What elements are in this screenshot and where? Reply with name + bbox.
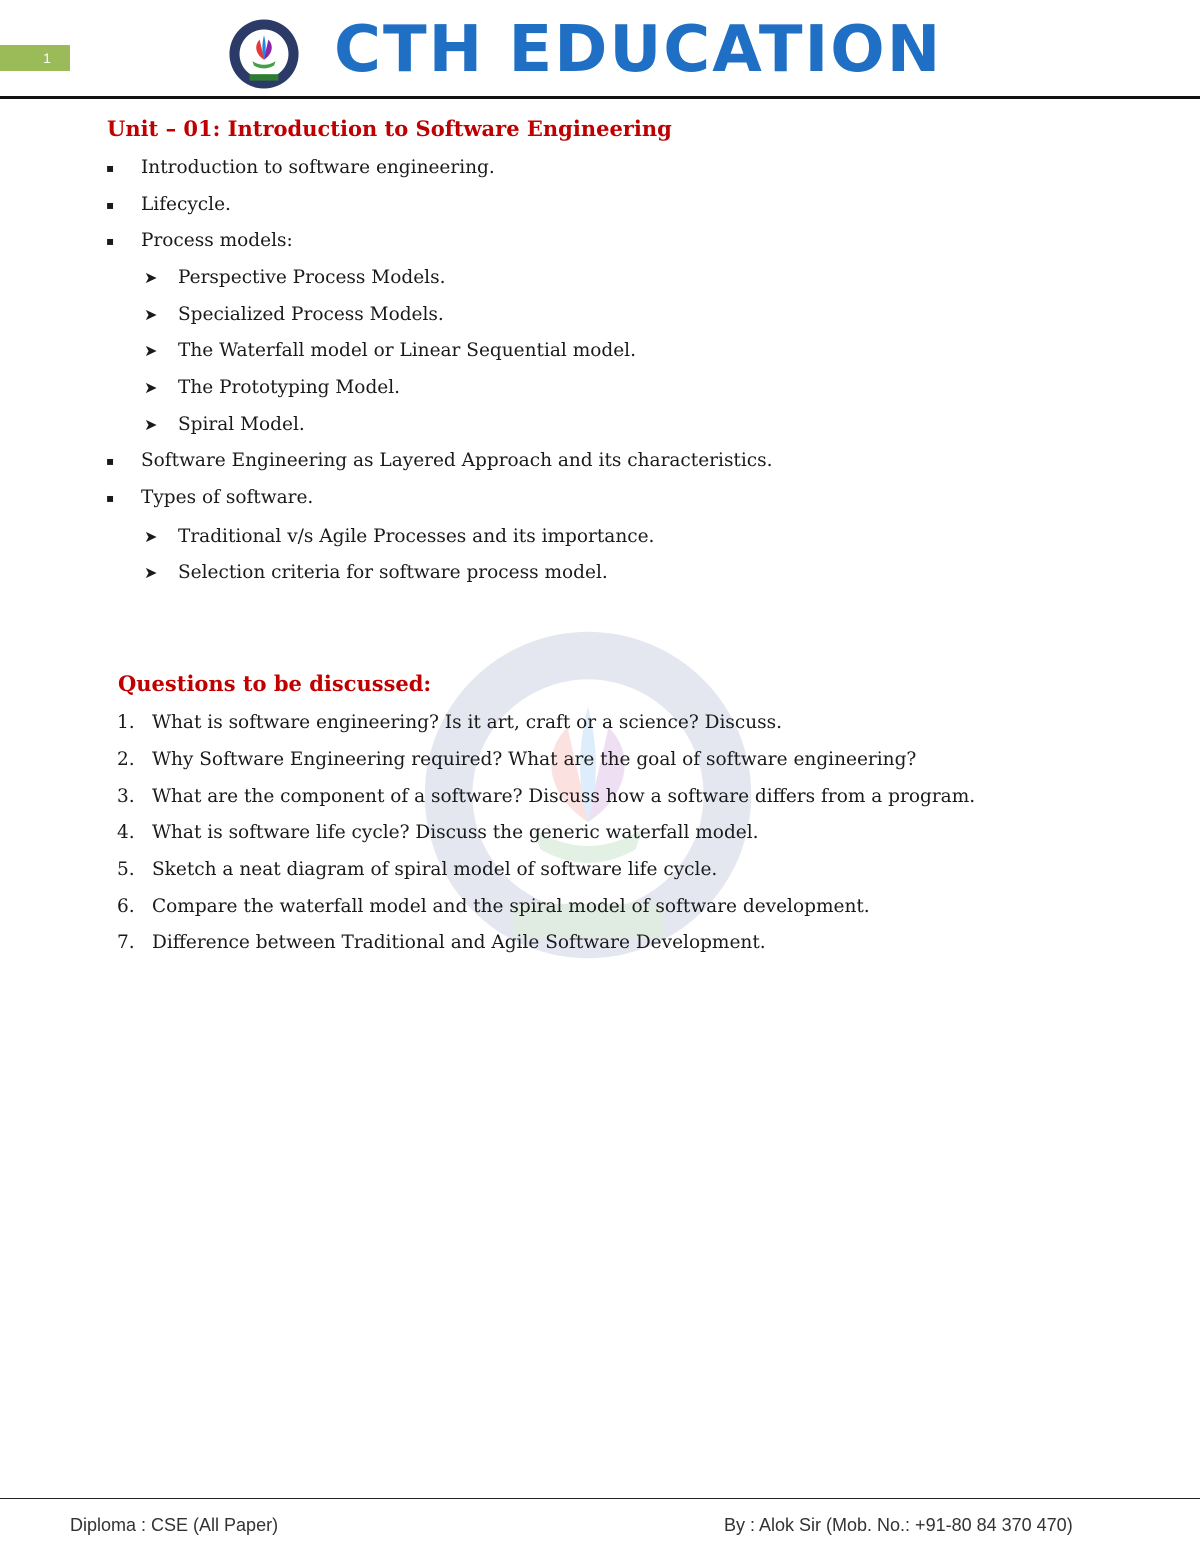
unit-list-item: Spiral Model.: [178, 414, 305, 435]
questions-title: Questions to be discussed:: [118, 671, 432, 696]
unit-list-item: Specialized Process Models.: [178, 304, 444, 325]
unit-list-item: Traditional v/s Agile Processes and its importance.: [178, 526, 655, 547]
arrow-bullet-icon: ➤: [144, 268, 158, 287]
question-text: What is software engineering? Is it art, craft or a science? Discuss.: [152, 712, 783, 733]
question-number: 5.: [117, 859, 135, 880]
question-number: 2.: [117, 749, 135, 770]
unit-list-item: Introduction to software engineering.: [141, 157, 495, 178]
question-number: 1.: [117, 712, 135, 733]
footer-divider: [0, 1498, 1200, 1499]
cth-logo-icon: [228, 18, 300, 90]
footer-course: Diploma : CSE (All Paper): [70, 1515, 279, 1535]
square-bullet-icon: ▪: [106, 491, 115, 505]
unit-list-item: Selection criteria for software process model.: [178, 562, 608, 583]
unit-title: Unit – 01: Introduction to Software Engineering: [107, 116, 672, 141]
question-number: 4.: [117, 822, 135, 843]
question-text: Difference between Traditional and Agile Software Development.: [152, 932, 766, 953]
question-text: What is software life cycle? Discuss the generic waterfall model.: [152, 822, 759, 843]
arrow-bullet-icon: ➤: [144, 341, 158, 360]
question-text: Compare the waterfall model and the spiral model of software development.: [152, 896, 870, 917]
square-bullet-icon: ▪: [106, 198, 115, 212]
square-bullet-icon: ▪: [106, 454, 115, 468]
arrow-bullet-icon: ➤: [144, 527, 158, 546]
arrow-bullet-icon: ➤: [144, 563, 158, 582]
arrow-bullet-icon: ➤: [144, 415, 158, 434]
footer-author: By : Alok Sir (Mob. No.: +91-80 84 370 470): [724, 1515, 1073, 1535]
question-number: 3.: [117, 786, 135, 807]
question-number: 7.: [117, 932, 135, 953]
arrow-bullet-icon: ➤: [144, 378, 158, 397]
header-divider: [0, 96, 1200, 99]
unit-list-item: The Prototyping Model.: [178, 377, 401, 398]
square-bullet-icon: ▪: [106, 234, 115, 248]
unit-list-item: Lifecycle.: [141, 194, 231, 215]
brand-title: CTH EDUCATION: [334, 13, 943, 87]
question-number: 6.: [117, 896, 135, 917]
unit-list-item: Process models:: [141, 230, 293, 251]
unit-list-item: Types of software.: [141, 487, 314, 508]
page-number-tab: [0, 45, 70, 71]
arrow-bullet-icon: ➤: [144, 305, 158, 324]
question-text: What are the component of a software? Discuss how a software differs from a program.: [152, 786, 976, 807]
page-number: 1: [43, 50, 51, 66]
unit-list-item: The Waterfall model or Linear Sequential model.: [178, 340, 636, 361]
question-text: Sketch a neat diagram of spiral model of software life cycle.: [152, 859, 718, 880]
unit-list-item: Perspective Process Models.: [178, 267, 446, 288]
square-bullet-icon: ▪: [106, 161, 115, 175]
unit-list-item: Software Engineering as Layered Approach and its characteristics.: [141, 450, 773, 471]
question-text: Why Software Engineering required? What are the goal of software engineering?: [152, 749, 917, 770]
